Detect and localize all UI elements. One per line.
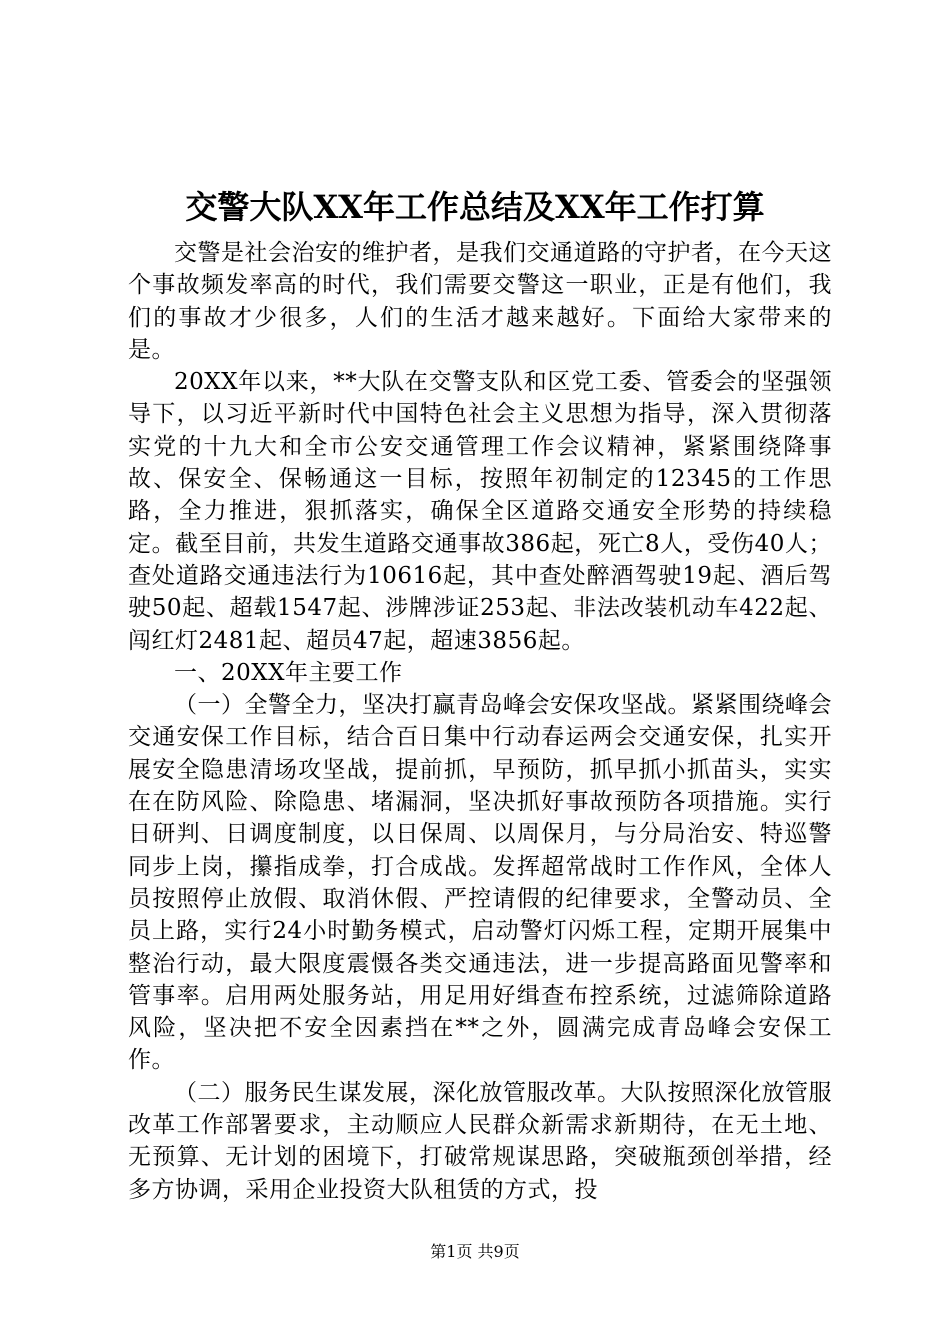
paragraph-item-1: （一）全警全力，坚决打赢青岛峰会安保攻坚战。紧紧围绕峰会交通安保工作目标，结合百日集中行动春运两会交通安保，扎实开展安全隐患清场攻坚战，提前抓，早预防，抓早抓小抓苗头，实实在在防风险、除隐患、堵漏洞，坚决抓好事故预防各项措施。实行日研判、日调度制度，以日保周、以周保月，与分局治安、特巡警同步上岗，攥指成拳，打合成战。发挥超常战时工作作风，全体人员按照停止放假、取消休假、严控请假的纪律要求，全警动员、全员上路，实行24小时勤务模式，启动警灯闪烁工程，定期开展集中整治行动，最大限度震慑各类交通违法，进一步提高路面见警率和管事率。启用两处服务站，用足用好缉查布控系统，过滤筛除道路风险，坚决把不安全因素挡在**之外，圆满完成青岛峰会安保工作。 — [128, 692, 832, 1074]
page-number: 第1页 共9页 — [430, 1242, 520, 1261]
paragraph-item-2: （二）服务民生谋发展，深化放管服改革。大队按照深化放管服改革工作部署要求，主动顺应人民群众新需求新期待，在无土地、无预算、无计划的困境下，打破常规谋思路，突破瓶颈创举措，经多方协调，采用企业投资大队租赁的方式，投 — [128, 1079, 832, 1203]
paragraph-summary: 20XX年以来，**大队在交警支队和区党工委、管委会的坚强领导下，以习近平新时代中国特色社会主义思想为指导，深入贯彻落实党的十九大和全市公安交通管理工作会议精神，紧紧围绕降事故、保安全、保畅通这一目标，按照年初制定的12345的工作思路，全力推进，狠抓落实，确保全区道路交通安全形势的持续稳定。截至目前，共发生道路交通事故386起，死亡8人，受伤40人；查处道路交通违法行为10616起，其中查处醉酒驾驶19起、酒后驾驶50起、超载1547起、涉牌涉证253起、非法改装机动车422起、闯红灯2481起、超员47起，超速3856起。 — [128, 369, 832, 654]
paragraph-intro: 交警是社会治安的维护者，是我们交通道路的守护者，在今天这个事故频发率高的时代，我们需要交警这一职业，正是有他们，我们的事故才少很多，人们的生活才越来越好。下面给大家带来的是。 — [128, 240, 832, 363]
page-footer — [0, 1240, 950, 1264]
section-heading: 一、20XX年主要工作 — [174, 659, 403, 686]
document-title: 交警大队XX年工作总结及XX年工作打算 — [185, 188, 765, 226]
document-body — [128, 237, 832, 1206]
